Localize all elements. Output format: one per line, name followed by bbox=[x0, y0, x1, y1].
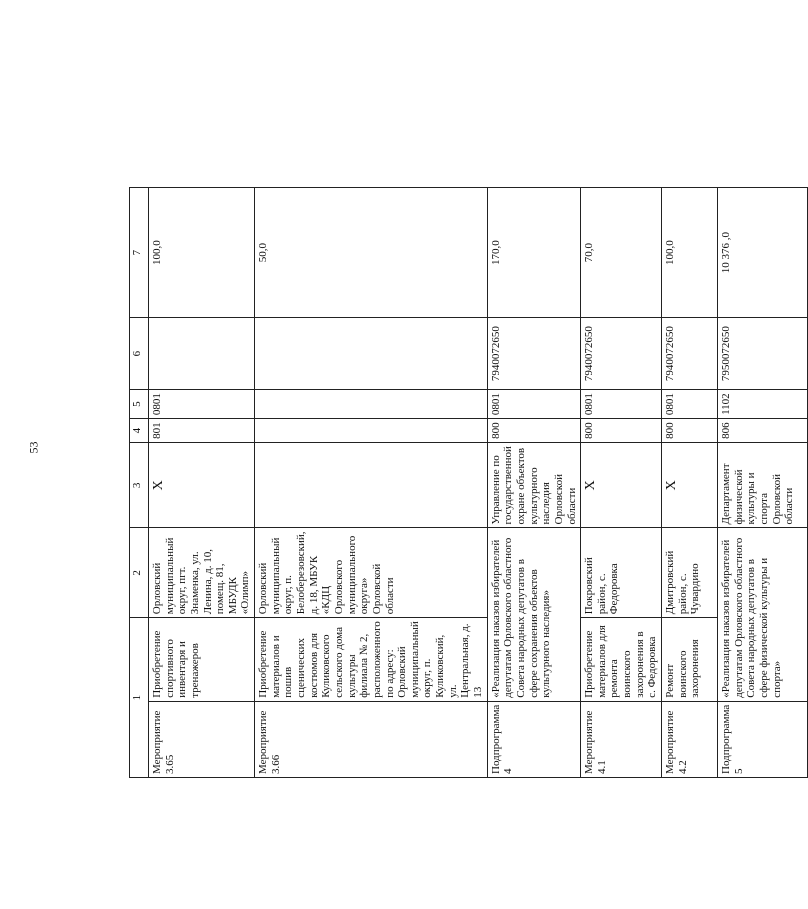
executor-cell: Х bbox=[149, 443, 255, 528]
location-cell: Орловский муниципальный округ, п. Белоберезовский, д. 18, МБУК «КДЦ Орловского муниципального округа» Орловской области bbox=[255, 528, 488, 618]
budget-table bbox=[129, 187, 808, 778]
table-row bbox=[581, 188, 662, 778]
executor-cell: Департамент физической культуры и спорта Орловской области bbox=[717, 443, 807, 528]
header-row bbox=[130, 188, 149, 778]
header-cell: 5 bbox=[130, 390, 149, 419]
department-code-cell: 800 bbox=[581, 419, 662, 443]
executor-cell: Х bbox=[661, 443, 717, 528]
table-row bbox=[149, 188, 255, 778]
executor-cell bbox=[255, 443, 488, 528]
item-label-cell: Мероприятие 3.66 bbox=[255, 701, 488, 777]
location-cell: Дмитровский район, с. Чувардино bbox=[661, 528, 717, 618]
section-cell bbox=[255, 390, 488, 419]
header-cell: 4 bbox=[130, 419, 149, 443]
department-code-cell: 801 bbox=[149, 419, 255, 443]
department-code-cell: 800 bbox=[487, 419, 580, 443]
description-cell: «Реализация наказов избирателей депутатам Орловского областного Совета народных депутатов в сфере сохранения объектов культурного наследия» bbox=[487, 528, 580, 701]
amount-cell: 170,0 bbox=[487, 188, 580, 318]
header-cell: 7 bbox=[130, 188, 149, 318]
executor-cell: Управление по государственной охране объектов культурного наследия Орловской области bbox=[487, 443, 580, 528]
section-cell: 0801 bbox=[487, 390, 580, 419]
activity-cell: Приобретение материалов и пошив сценических костюмов для Куликовского сельского дома культуры филиала № 2, расположенного по адресу: Орловский муниципальный округ, п. Куликовский, ул. Центральная, д. 13 bbox=[255, 618, 488, 702]
item-label-cell: Мероприятие 4.1 bbox=[581, 701, 662, 777]
department-code-cell bbox=[255, 419, 488, 443]
item-label-cell: Подпрограмма 5 bbox=[717, 701, 807, 777]
section-cell: 0801 bbox=[149, 390, 255, 419]
location-cell: Орловский муниципальный округ, пгт. Знаменка, ул. Ленина, д. 10, помещ. 81, МБУДК «Олимп» bbox=[149, 528, 255, 618]
item-label-cell: Подпрограмма 4 bbox=[487, 701, 580, 777]
location-cell: Покровский район, с. Федоровка bbox=[581, 528, 662, 618]
page-number: 53 bbox=[26, 441, 41, 454]
activity-cell: Приобретение спортивного инвентаря и тренажеров bbox=[149, 618, 255, 702]
section-cell: 0801 bbox=[581, 390, 662, 419]
target-article-cell: 7950072650 bbox=[717, 318, 807, 390]
table-row bbox=[487, 188, 580, 778]
section-cell: 0801 bbox=[661, 390, 717, 419]
department-code-cell: 806 bbox=[717, 419, 807, 443]
table-row bbox=[255, 188, 488, 778]
table-row bbox=[661, 188, 717, 778]
header-cell: 3 bbox=[130, 443, 149, 528]
activity-cell: Приобретение материалов для ремонта воинского захоронения в с. Федоровка bbox=[581, 618, 662, 702]
executor-cell: Х bbox=[581, 443, 662, 528]
target-article-cell bbox=[149, 318, 255, 390]
header-cell: 1 bbox=[130, 618, 149, 778]
amount-cell: 10 376 ,0 bbox=[717, 188, 807, 318]
section-cell: 1102 bbox=[717, 390, 807, 419]
header-cell: 2 bbox=[130, 528, 149, 618]
target-article-cell bbox=[255, 318, 488, 390]
item-label-cell: Мероприятие 4.2 bbox=[661, 701, 717, 777]
item-label-cell: Мероприятие 3.65 bbox=[149, 701, 255, 777]
amount-cell: 70,0 bbox=[581, 188, 662, 318]
department-code-cell: 800 bbox=[661, 419, 717, 443]
target-article-cell: 7940072650 bbox=[487, 318, 580, 390]
amount-cell: 50,0 bbox=[255, 188, 488, 318]
target-article-cell: 7940072650 bbox=[581, 318, 662, 390]
target-article-cell: 7940072650 bbox=[661, 318, 717, 390]
header-cell: 6 bbox=[130, 318, 149, 390]
amount-cell: 100,0 bbox=[149, 188, 255, 318]
amount-cell: 100,0 bbox=[661, 188, 717, 318]
description-cell: «Реализация наказов избирателей депутатам Орловского областного Совета народных депутатов в сфере физической культуры и спорта» bbox=[717, 528, 807, 701]
activity-cell: Ремонт воинского захоронения bbox=[661, 618, 717, 702]
table-row bbox=[717, 188, 807, 778]
